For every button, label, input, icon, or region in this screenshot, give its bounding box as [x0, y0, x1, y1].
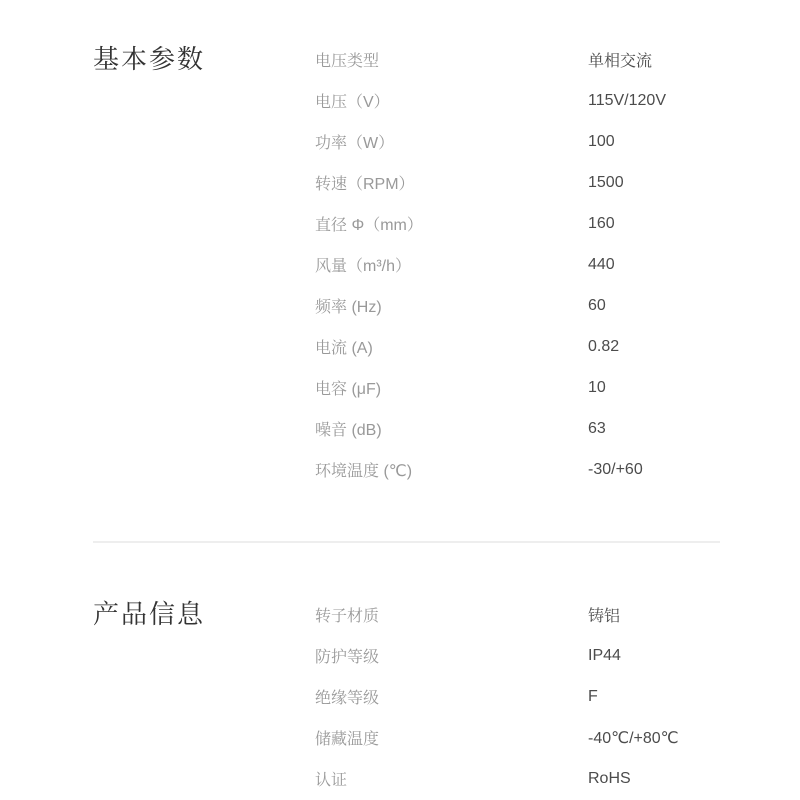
spec-row-label: 绝缘等级 — [315, 690, 380, 707]
spec-row-value: IP44 — [588, 646, 621, 664]
spec-row-value: 100 — [588, 132, 615, 150]
spec-row-label: 转子材质 — [315, 608, 380, 625]
section-divider — [93, 541, 720, 543]
spec-row-value: -40℃/+80℃ — [588, 729, 679, 747]
spec-row-value: 0.82 — [588, 337, 620, 355]
spec-row-value: RoHS — [588, 769, 631, 787]
spec-row — [315, 121, 800, 162]
spec-row-label: 电流 (A) — [315, 340, 373, 357]
spec-row — [315, 449, 800, 490]
spec-row-value: 160 — [588, 214, 615, 232]
spec-row — [315, 594, 800, 635]
spec-row-label: 电压类型 — [315, 53, 380, 70]
spec-row-value: -30/+60 — [588, 460, 643, 478]
spec-row — [315, 635, 800, 676]
spec-row-value: 1500 — [588, 173, 624, 191]
section-title-basic-params: 基本参数 — [93, 44, 206, 74]
spec-row-label: 电容 (μF) — [315, 381, 382, 398]
spec-row — [315, 203, 800, 244]
spec-row-label: 风量（m³/h） — [315, 258, 412, 275]
spec-row-label: 频率 (Hz) — [315, 299, 382, 316]
spec-rows-basic-params — [315, 39, 800, 490]
spec-section-product-info — [93, 594, 800, 799]
spec-section-basic-params — [93, 39, 800, 490]
spec-row-value: 铸铝 — [588, 608, 621, 625]
spec-row-label: 认证 — [315, 772, 348, 789]
spec-row-label: 功率（W） — [315, 135, 395, 152]
spec-row — [315, 408, 800, 449]
spec-row-label: 噪音 (dB) — [315, 422, 382, 439]
spec-row — [315, 285, 800, 326]
spec-row-value: 63 — [588, 419, 606, 437]
spec-row — [315, 367, 800, 408]
spec-row-label: 转速（RPM） — [315, 176, 415, 193]
spec-row-value: 440 — [588, 255, 615, 273]
spec-row — [315, 244, 800, 285]
spec-row-label: 直径 Φ（mm） — [315, 217, 423, 234]
spec-row-value: 10 — [588, 378, 606, 396]
spec-row-value: 单相交流 — [588, 53, 653, 70]
section-title-product-info: 产品信息 — [93, 599, 206, 629]
spec-row-value: F — [588, 687, 598, 705]
spec-row-label: 电压（V） — [315, 94, 390, 111]
spec-row — [315, 758, 800, 799]
spec-row-label: 防护等级 — [315, 649, 380, 666]
spec-row — [315, 676, 800, 717]
spec-row-value: 115V/120V — [588, 91, 666, 109]
spec-row-value: 60 — [588, 296, 606, 314]
spec-rows-product-info — [315, 594, 800, 799]
spec-row — [315, 80, 800, 121]
spec-row — [315, 717, 800, 758]
spec-row — [315, 326, 800, 367]
spec-row-label: 储藏温度 — [315, 731, 380, 748]
spec-row — [315, 162, 800, 203]
spec-row-label: 环境温度 (℃) — [315, 463, 413, 480]
spec-row — [315, 39, 800, 80]
